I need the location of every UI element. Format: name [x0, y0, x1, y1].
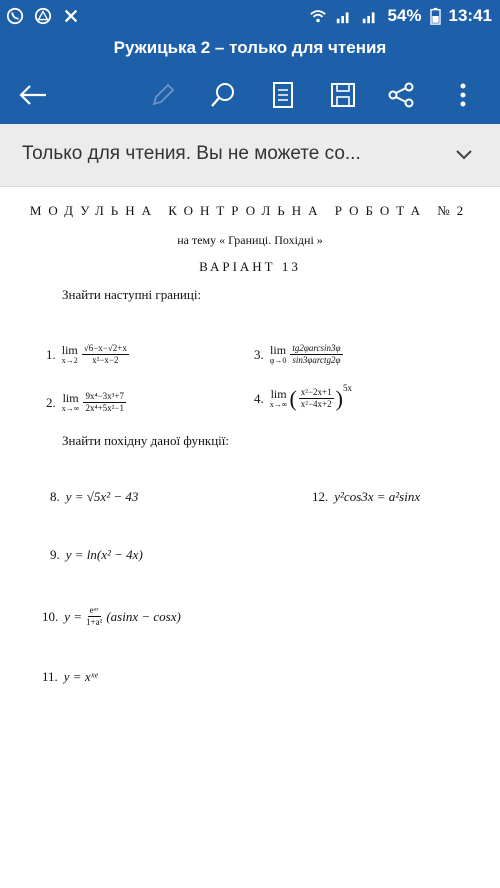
edit-button[interactable]	[146, 78, 180, 112]
limit-task-2: 2. lim x→∞ $\frac{\text{9x⁴−3x³+7}}{\text{2x⁴+5x²−1}}$	[46, 391, 124, 413]
save-icon	[330, 82, 356, 108]
derivative-task-10: 10. y = $\frac{\text{eᵃˣ}}{\text{1+a²}}$ (asinx − cosx)	[42, 605, 181, 627]
limit-task-3: 3. lim φ→0 $\frac{tg2\varphi\arcsin 3\varphi}{\text{sin3φarctg2φ}}$	[254, 343, 341, 365]
derivative-task-11: 11. y = xˣᵉ	[42, 669, 98, 684]
search-icon	[209, 81, 237, 109]
toolbar	[0, 66, 500, 124]
pencil-icon	[150, 82, 176, 108]
limit-task-4: 4. lim x→∞ ( $\frac{\text{x²−2x+1}}{\text{x²−4x+2}}$ ) 5x	[254, 383, 352, 411]
triangle-icon	[34, 7, 52, 25]
doc-heading: МОДУЛЬНА КОНТРОЛЬНА РОБОТА №2	[29, 203, 471, 218]
viber-icon	[6, 7, 24, 25]
battery-icon	[430, 7, 441, 25]
read-only-banner[interactable]	[0, 124, 500, 187]
more-options-button[interactable]	[446, 78, 480, 112]
doc-subheading: на тему « Границі. Похідні »	[177, 233, 323, 247]
derivative-task-12: 12. y²cos3x = a²sinx	[312, 489, 421, 504]
document-page	[0, 187, 500, 888]
share-icon	[387, 81, 415, 109]
battery-percentage: 54%	[387, 6, 422, 25]
back-arrow-icon	[18, 83, 48, 107]
derivative-instruction: Знайти похідну даної функції:	[62, 433, 230, 448]
reader-mode-button[interactable]	[266, 78, 300, 112]
banner-text: Только для чтения. Вы не можете со...	[22, 143, 361, 164]
limit-task-1: 1. lim x→2 $\frac{√6-x-√2+x}{\text{x²−x−2}}$	[46, 343, 127, 365]
settings-icon	[62, 7, 80, 25]
derivative-task-8: 8. y = √5x² − 43	[50, 489, 139, 504]
search-button[interactable]	[206, 78, 240, 112]
derivative-task-9: 9. y = ln(x² − 4x)	[50, 547, 143, 562]
clock: 13:41	[448, 6, 492, 25]
more-icon	[459, 82, 467, 108]
window-title: Ружицька 2 – только для чтения	[0, 34, 500, 66]
reader-icon	[272, 81, 294, 109]
doc-variant: ВАРІАНТ 13	[199, 259, 301, 274]
save-button[interactable]	[326, 78, 360, 112]
status-bar	[0, 0, 500, 34]
signal-icon	[335, 7, 353, 25]
limits-instruction: Знайти наступні границі:	[62, 287, 202, 302]
chevron-down-icon[interactable]	[454, 144, 474, 164]
share-button[interactable]	[384, 78, 418, 112]
wifi-icon	[309, 7, 327, 25]
signal-icon	[361, 7, 379, 25]
back-button[interactable]	[16, 78, 50, 112]
